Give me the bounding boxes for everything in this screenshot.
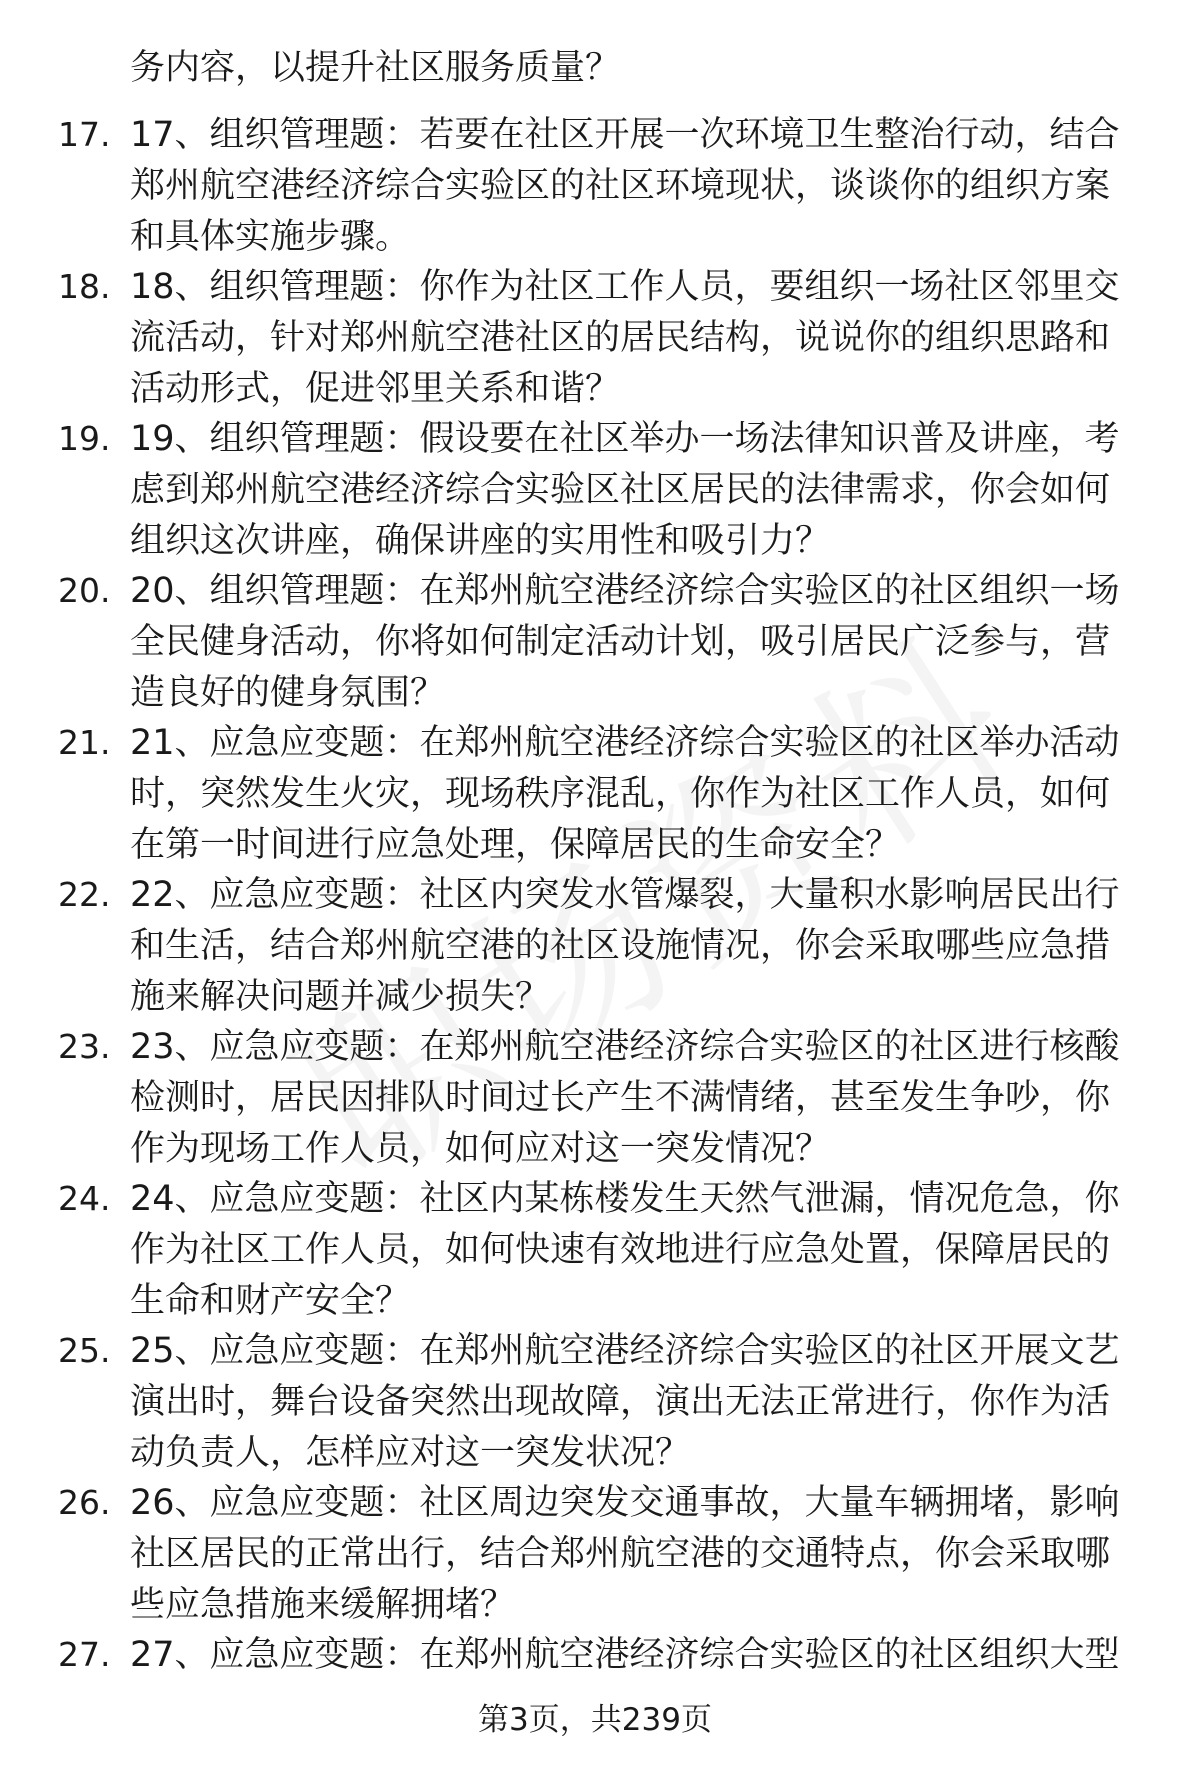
question-item (0, 110, 1190, 262)
question-number: 19. (58, 419, 111, 458)
question-number: 22. (58, 875, 111, 914)
question-number: 17. (58, 115, 111, 154)
question-item (0, 414, 1190, 566)
question-item (0, 1174, 1190, 1326)
question-text (130, 414, 1145, 567)
question-number: 23. (58, 1027, 111, 1066)
question-text (130, 566, 1145, 719)
question-text-line: 作为社区工作人员，如何快速有效地进行应急处置，保障居民的 (130, 1230, 1111, 1270)
question-number: 27. (58, 1635, 111, 1674)
question-text-line: 郑州航空港经济综合实验区的社区环境现状，谈谈你的组织方案 (130, 166, 1111, 206)
question-text-line: 检测时，居民因排队时间过长产生不满情绪，甚至发生争吵，你 (130, 1078, 1111, 1118)
question-text (130, 1478, 1145, 1631)
question-number: 25. (58, 1331, 111, 1370)
question-text-line: 在第一时间进行应急处理，保障居民的生命安全？ (130, 825, 901, 865)
question-text (130, 718, 1145, 871)
question-text-line: 时，突然发生火灾，现场秩序混乱，你作为社区工作人员，如何 (130, 774, 1111, 814)
question-text-line: 20、组织管理题：在郑州航空港经济综合实验区的社区组织一场 (130, 571, 1120, 611)
question-text (130, 110, 1145, 263)
question-item (0, 1326, 1190, 1478)
question-text (130, 1326, 1145, 1479)
question-text-line: 23、应急应变题：在郑州航空港经济综合实验区的社区进行核酸 (130, 1027, 1120, 1067)
continuation-text: 务内容，以提升社区服务质量？ (130, 48, 621, 88)
question-text-line: 全民健身活动，你将如何制定活动计划，吸引居民广泛参与，营 (130, 622, 1111, 662)
question-text-line: 造良好的健身氛围？ (130, 673, 446, 713)
question-text-line: 18、组织管理题：你作为社区工作人员，要组织一场社区邻里交 (130, 267, 1120, 307)
question-item (0, 718, 1190, 870)
question-text (130, 262, 1145, 415)
question-text-line: 社区居民的正常出行，结合郑州航空港的交通特点，你会采取哪 (130, 1534, 1111, 1574)
question-text-line: 26、应急应变题：社区周边突发交通事故，大量车辆拥堵，影响 (130, 1483, 1120, 1523)
question-text-line: 演出时，舞台设备突然出现故障，演出无法正常进行，你作为活 (130, 1382, 1111, 1422)
question-text-line: 22、应急应变题：社区内突发水管爆裂，大量积水影响居民出行 (130, 875, 1120, 915)
question-text-line: 流活动，针对郑州航空港社区的居民结构，说说你的组织思路和 (130, 318, 1111, 358)
question-text-line: 活动形式，促进邻里关系和谐？ (130, 369, 621, 409)
question-text (130, 1174, 1145, 1327)
question-text (130, 1022, 1145, 1175)
question-text-line: 些应急措施来缓解拥堵？ (130, 1585, 516, 1625)
question-item (0, 870, 1190, 1022)
question-number: 18. (58, 267, 111, 306)
question-text-line: 作为现场工作人员，如何应对这一突发情况？ (130, 1129, 831, 1169)
question-list (0, 110, 1190, 1782)
question-text-line: 施来解决问题并减少损失？ (130, 977, 551, 1017)
question-number: 26. (58, 1483, 111, 1522)
question-text-line: 虑到郑州航空港经济综合实验区社区居民的法律需求，你会如何 (130, 470, 1111, 510)
question-text-line: 19、组织管理题：假设要在社区举办一场法律知识普及讲座，考 (130, 419, 1120, 459)
question-text-line: 动负责人，怎样应对这一突发状况？ (130, 1433, 691, 1473)
question-item (0, 566, 1190, 718)
question-number: 21. (58, 723, 111, 762)
question-number: 24. (58, 1179, 111, 1218)
question-item (0, 1022, 1190, 1174)
question-text (130, 1630, 1145, 1681)
question-number: 20. (58, 571, 111, 610)
question-text-line: 17、组织管理题：若要在社区开展一次环境卫生整治行动，结合 (130, 115, 1120, 155)
page-footer: 第3页，共239页 (478, 1702, 712, 1738)
question-text-line: 和具体实施步骤。 (130, 217, 411, 257)
question-text-line: 27、应急应变题：在郑州航空港经济综合实验区的社区组织大型 (130, 1635, 1120, 1675)
question-item (0, 262, 1190, 414)
question-text-line: 组织这次讲座，确保讲座的实用性和吸引力？ (130, 521, 831, 561)
question-text-line: 24、应急应变题：社区内某栋楼发生天然气泄漏，情况危急，你 (130, 1179, 1120, 1219)
question-text-line: 25、应急应变题：在郑州航空港经济综合实验区的社区开展文艺 (130, 1331, 1120, 1371)
question-text-line: 21、应急应变题：在郑州航空港经济综合实验区的社区举办活动 (130, 723, 1120, 763)
question-text-line: 和生活，结合郑州航空港的社区设施情况，你会采取哪些应急措 (130, 926, 1111, 966)
question-text-line: 生命和财产安全？ (130, 1281, 411, 1321)
question-item (0, 1478, 1190, 1630)
question-text (130, 870, 1145, 1023)
